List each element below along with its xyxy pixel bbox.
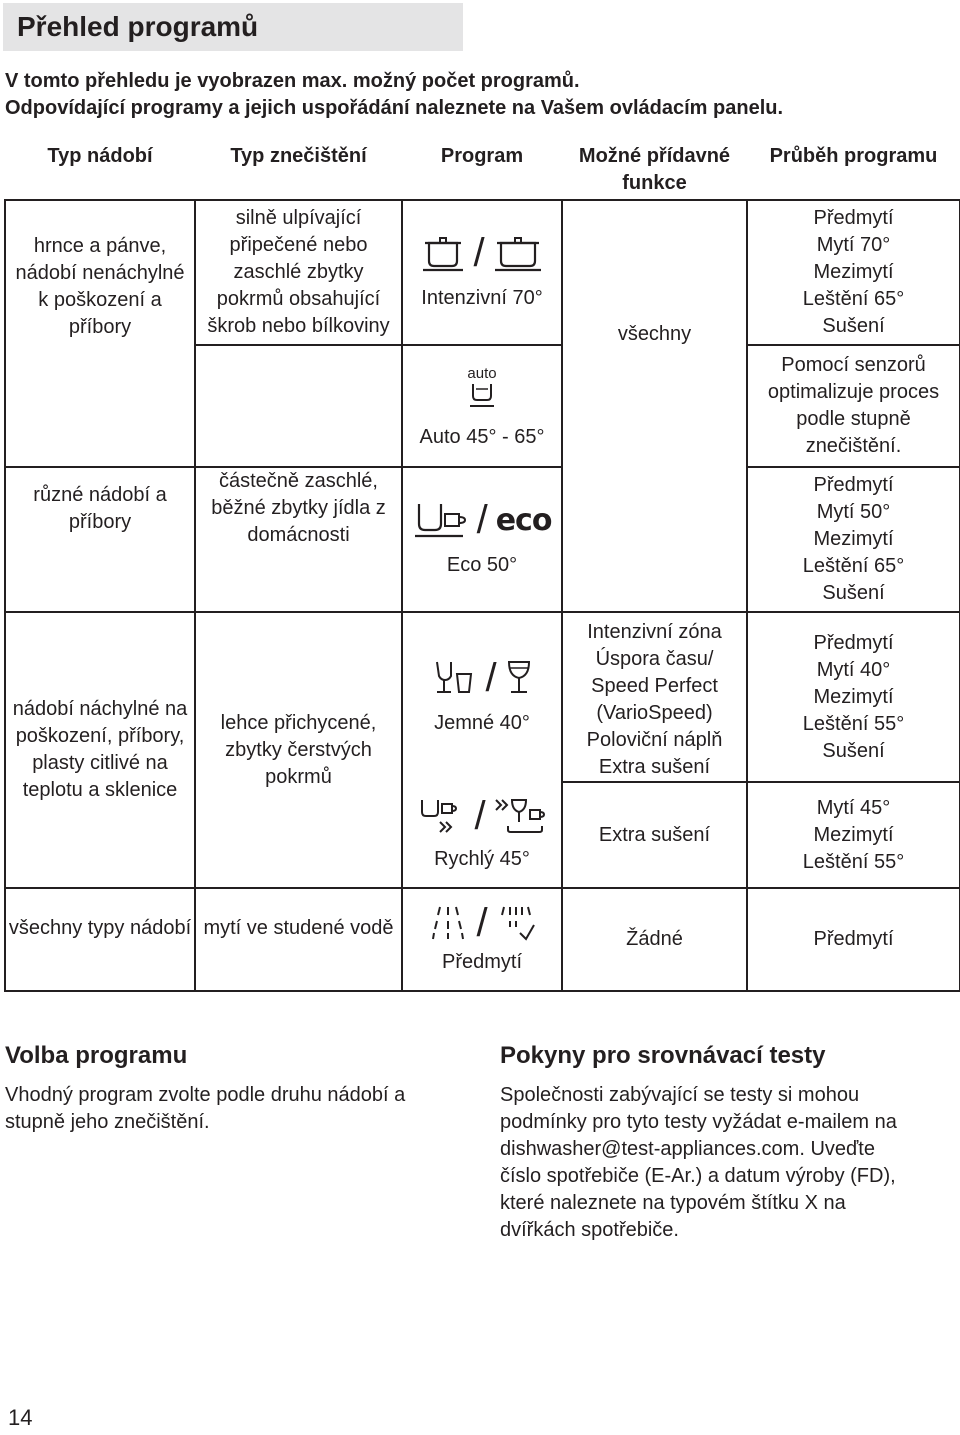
pot-icon	[421, 233, 465, 273]
slash-separator: /	[476, 498, 488, 542]
intro-line: V tomto přehledu je vyobrazen max. možný počet programů.	[5, 70, 580, 92]
text-line: dvířkách spotřebiče.	[500, 1219, 679, 1241]
soil-type-cell: silně ulpívající připečené nebo zaschlé zbytky pokrmů obsahující škrob nebo bílkoviny	[195, 200, 402, 345]
program-icons	[403, 903, 561, 943]
program-name: Jemné 40°	[434, 712, 530, 734]
program-icons	[403, 382, 561, 408]
extras-cell: Žádné	[562, 888, 747, 991]
dish-type-cell: hrnce a pánve, nádobí nenáchylné k poškození a příbory	[5, 200, 195, 467]
volba-text	[5, 1082, 405, 1136]
column-header: Možné přídavné funkce	[562, 137, 747, 200]
sequence-cell: Předmytí Mytí 70° Mezimytí Leštění 65° Sušení	[747, 200, 960, 345]
quick-glass-icon	[494, 796, 546, 836]
slash-separator: /	[476, 901, 488, 945]
program-icons	[403, 233, 561, 273]
page-title: Přehled programů	[3, 3, 463, 51]
program-cell	[402, 345, 562, 467]
intro-text	[5, 68, 783, 122]
text-line: které naleznete na typovém štítku X na	[500, 1192, 846, 1214]
extras-cell: Extra sušení	[562, 782, 747, 888]
text-line: stupně jeho znečištění.	[5, 1111, 210, 1133]
quick-dish-icon	[418, 796, 466, 836]
pokyny-text	[500, 1082, 897, 1244]
program-table	[4, 137, 960, 992]
program-name: Auto 45° - 65°	[419, 425, 545, 448]
column-header: Typ nádobí	[5, 137, 195, 200]
column-header: Typ znečištění	[195, 137, 402, 200]
dish-type-cell: různé nádobí a příbory	[5, 467, 195, 612]
text-line: podmínky pro tyto testy vyžádat e-mailem na	[500, 1111, 897, 1133]
program-icons	[403, 658, 561, 698]
auto-label: auto	[467, 364, 497, 382]
sequence-cell: Pomocí senzorů optimalizuje proces podle stupně znečištění.	[747, 345, 960, 467]
column-header: Průběh programu	[747, 137, 960, 200]
wineglass-icon	[505, 658, 533, 698]
slash-separator: /	[485, 656, 497, 700]
text-line: číslo spotřebiče (E-Ar.) a datum výroby (FD),	[500, 1165, 896, 1187]
glass-cup-icon	[431, 658, 477, 698]
program-cell	[402, 888, 562, 991]
table-row	[5, 888, 960, 991]
program-icons	[403, 500, 561, 540]
pot-icon	[493, 233, 543, 273]
soil-type-cell	[195, 345, 402, 467]
eco-icon: eco	[495, 502, 552, 538]
program-name: Intenzivní 70°	[421, 287, 543, 309]
slash-separator: /	[473, 231, 485, 275]
sequence-cell: Předmytí Mytí 40° Mezimytí Leštění 55° Sušení	[747, 612, 960, 782]
sequence-cell: Předmytí Mytí 50° Mezimytí Leštění 65° Sušení	[747, 467, 960, 612]
table-header-row	[5, 137, 960, 200]
dish-icon	[467, 382, 497, 408]
table-row	[5, 200, 960, 345]
intro-line: Odpovídající programy a jejich uspořádání naleznete na Vašem ovládacím panelu.	[5, 97, 784, 119]
sequence-cell: Mytí 45° Mezimytí Leštění 55°	[747, 782, 960, 888]
extras-cell	[562, 467, 747, 612]
text-line: Vhodný program zvolte podle druhu nádobí a	[5, 1084, 406, 1106]
soil-type-cell: lehce přichycené, zbytky čerstvých pokrmů	[195, 612, 402, 888]
pokyny-title: Pokyny pro srovnávací testy	[500, 1042, 826, 1069]
slash-separator: /	[474, 794, 486, 838]
text-line: Společnosti zabývající se testy si mohou	[500, 1084, 860, 1106]
table-row	[5, 467, 960, 612]
program-name: Rychlý 45°	[434, 848, 530, 870]
extras-cell: všechny	[562, 200, 747, 467]
program-icons	[403, 796, 561, 836]
spray-icon	[428, 903, 468, 943]
dish-type-cell: nádobí náchylné na poškození, příbory, plasty citlivé na teplotu a sklenice	[5, 612, 195, 888]
volba-title: Volba programu	[5, 1042, 188, 1069]
extras-cell: Intenzivní zóna Úspora času/ Speed Perfect (VarioSpeed) Poloviční náplň Extra sušení	[562, 612, 747, 782]
program-cell	[402, 782, 562, 888]
spray-dish-icon	[496, 903, 536, 943]
program-cell	[402, 200, 562, 345]
dish-cup-icon	[413, 500, 469, 540]
program-cell	[402, 612, 562, 782]
text-line: dishwasher@test-appliances.com. Uveďte	[500, 1138, 875, 1160]
table-row	[5, 612, 960, 782]
sequence-cell: Předmytí	[747, 888, 960, 991]
program-cell	[402, 467, 562, 612]
program-name: Eco 50°	[446, 554, 518, 576]
dish-type-cell: všechny typy nádobí	[5, 888, 195, 991]
column-header: Program	[402, 137, 562, 200]
program-name: Předmytí	[441, 951, 523, 973]
soil-type-cell: částečně zaschlé, běžné zbytky jídla z domácnosti	[195, 467, 402, 612]
soil-type-cell: mytí ve studené vodě	[195, 888, 402, 991]
page-number: 14	[8, 1405, 33, 1430]
